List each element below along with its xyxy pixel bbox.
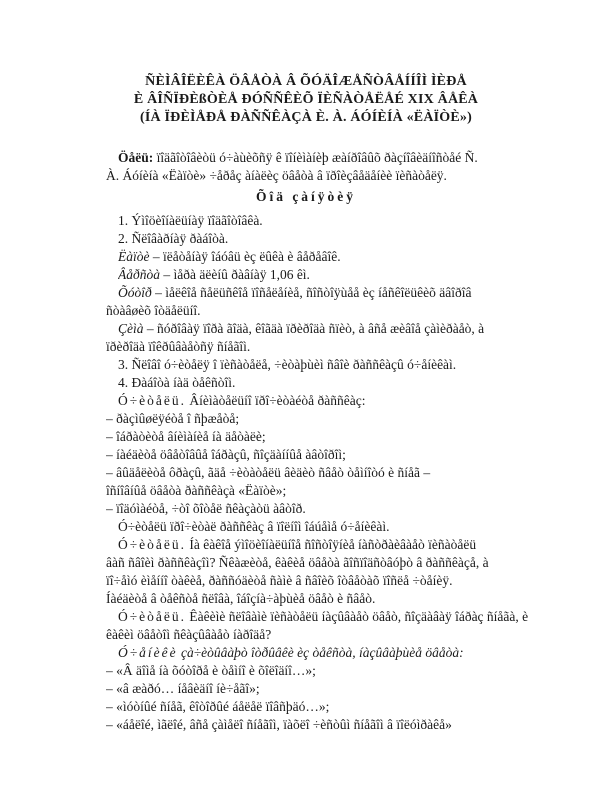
teacher-line-2: Ó÷èòåëü ïðî÷èòàë ðàññêàç â ïîëíîì îáúåìå ó÷åíèêàì. bbox=[118, 519, 390, 534]
task-3: – íàéäèòå öâåòîâûå îáðàçû, ñîçäàííûå àâòîðîì; bbox=[106, 447, 346, 462]
def-versta: – ìåðà äëèíû ðàâíàÿ 1,06 êì. bbox=[160, 267, 310, 282]
teacher-text-3c: ïî÷åìó èìåííî òàêèå, ðàññóäèòå ñàìè â ñâîèõ îòâåòàõ ïîñëå ÷òåíèÿ. bbox=[106, 573, 453, 588]
teacher-label: Ó÷èòåëü. bbox=[118, 393, 187, 408]
task-2: – îáðàòèòå âíèìàíèå íà äåòàëè; bbox=[106, 429, 266, 444]
students-label: Ó÷åíèêè bbox=[118, 645, 178, 660]
teacher-text-3d: Íàéäèòå â òåêñòå ñëîâà, îáîçíà÷àþùèå öâåò è ñâåò. bbox=[106, 591, 376, 606]
title-line-2: È ÂÎÑÏÐÈßÒÈÅ ÐÓÑÑÊÈÕ ÏÈÑÀÒÅËÅÉ XIX ÂÅÊÀ bbox=[133, 92, 479, 107]
term-khutor: Õóòîð bbox=[118, 285, 152, 300]
teacher-text-3b: âàñ ñâîèì ðàññêàçîì? Ñêàæèòå, êàêèå öâåòà ãîñïîäñòâóþò â ðàññêàçå, à bbox=[106, 555, 489, 570]
task-4b: îñíîâíûå öâåòà ðàññêàçà «Ëàïòè»; bbox=[106, 483, 287, 498]
def-zima-2: ïðèðîäà ïîêðûâàåòñÿ ñíåãîì. bbox=[106, 339, 251, 354]
task-1: – ðàçìûøëÿéòå î ñþæåòå; bbox=[106, 411, 240, 426]
task-4a: – âûäåëèòå ôðàçû, ãäå ÷èòàòåëü âèäèò ñâåò òåìíîòó è ñíåã – bbox=[106, 465, 431, 480]
term-versta: Âåðñòà bbox=[118, 267, 160, 282]
intro-label: Öåëü: bbox=[118, 150, 154, 165]
teacher-label-3: Ó÷èòåëü. bbox=[118, 609, 187, 624]
example-3: – «ìóòíûé ñíåã, êîòîðûé áåëåë ïîâñþäó…»; bbox=[106, 699, 330, 714]
intro-text-1: ïîäãîòîâèòü ó÷àùèõñÿ ê ïîíèìàíèþ æàíðîâûõ ðàçíîâèäíîñòåé Ñ. bbox=[153, 150, 478, 165]
teacher-text-1: Âíèìàòåëüíî ïðî÷èòàéòå ðàññêàç: bbox=[186, 393, 366, 408]
term-zima: Çèìà bbox=[118, 321, 144, 336]
intro-line-2: À. Áóíèíà «Ëàïòè» ÷åðåç àíàëèç öâåòà â ïðîèçâåäåíèè ïèñàòåëÿ. bbox=[106, 168, 447, 183]
example-4: – «áåëîé, ìãëîé, âñå çàìåëî ñíåãîì, ïàõëî ÷èñòûì ñíåãîì â ïîëóìðàêå» bbox=[106, 717, 452, 732]
item-1: 1. Ýìîöèîíàëüíàÿ ïîäãîòîâêà. bbox=[118, 213, 263, 228]
teacher-line-4 bbox=[118, 609, 566, 625]
examples-heading-text: çà÷èòûâàþò îòðûâêè èç òåêñòà, íàçûâàþùèå öâåòà: bbox=[177, 645, 464, 660]
item-4: 4. Ðàáîòà íàä òåêñòîì. bbox=[118, 375, 236, 390]
def-zima-1: – ñóðîâàÿ ïîðà ãîäà, êîãäà ïðèðîäà ñïèò, à âñå æèâîå çàìèðàåò, à bbox=[143, 321, 485, 336]
title-line-3: (ÍÀ ÏÐÈÌÅÐÅ ÐÀÑÑÊÀÇÀ È. À. ÁÓÍÈÍÀ «ËÀÏÒÈ») bbox=[140, 110, 472, 125]
glossary-khutor bbox=[118, 285, 566, 301]
teacher-text-4b: êàêèì öâåòîì ñêàçûâàåò íàðîäå? bbox=[106, 627, 272, 642]
item-2: 2. Ñëîâàðíàÿ ðàáîòà. bbox=[118, 231, 229, 246]
teacher-line-3 bbox=[118, 537, 566, 553]
intro-line-1 bbox=[118, 150, 566, 166]
examples-heading bbox=[118, 645, 566, 661]
teacher-line-1 bbox=[118, 393, 566, 409]
glossary-zima bbox=[118, 321, 566, 337]
glossary-versta bbox=[118, 267, 566, 283]
title-line-1: ÑÈÌÂÎËÈÊÀ ÖÂÅÒÀ Â ÕÓÄÎÆÅÑÒÂÅÍÍÎÌ ÌÈÐÅ bbox=[145, 74, 467, 89]
teacher-text-3a: Íà êàêîå ýìîöèîíàëüíîå ñîñòîÿíèå íàñòðàèâàåò ïèñàòåëü bbox=[186, 537, 477, 552]
example-1: – «Â äîìå íà õóòîðå è òåìíî è õîëîäíî…»; bbox=[106, 663, 316, 678]
def-lapti: – ïëåòåíàÿ îáóâü èç ëûêà è âåðåâîê. bbox=[149, 249, 341, 264]
teacher-label-2: Ó÷èòåëü. bbox=[118, 537, 187, 552]
term-lapti: Ëàïòè bbox=[118, 249, 150, 264]
teacher-text-4a: Êàêèìè ñëîâàìè ïèñàòåëü íàçûâàåò öâåò, ñîçäàâàÿ îáðàç ñíåãà, è bbox=[186, 609, 529, 624]
def-khutor-1: – ìåëêîå ñåëüñêîå ïîñåëåíèå, ñîñòîÿùåå èç íåñêîëüêèõ äâîðîâ bbox=[151, 285, 472, 300]
glossary-lapti bbox=[118, 249, 566, 265]
task-5: – ïîäóìàéòå, ÷òî õîòåë ñêàçàòü àâòîð. bbox=[106, 501, 306, 516]
def-khutor-2: ñòàâøèõ îòäåëüíî. bbox=[106, 303, 201, 318]
example-2: – «â æàðó… íåâèäíî íè÷åãî»; bbox=[106, 681, 260, 696]
item-3: 3. Ñëîâî ó÷èòåëÿ î ïèñàòåëå, ÷èòàþùèì ñâîè ðàññêàçû ó÷åíèêàì. bbox=[118, 357, 457, 372]
section-heading: Õîä çàíÿòèÿ bbox=[255, 189, 357, 204]
